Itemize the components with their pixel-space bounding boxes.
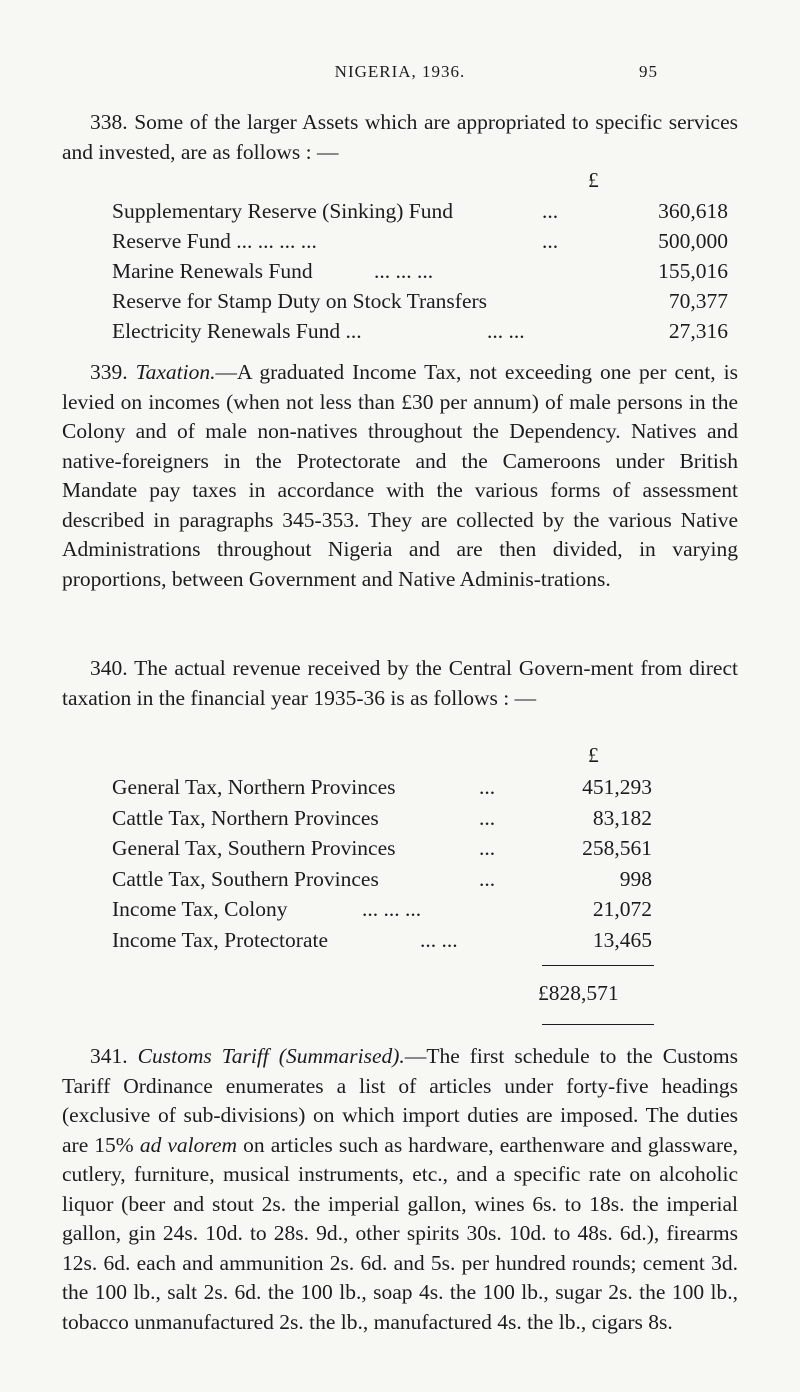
tax-currency-symbol: £ [588,743,599,767]
tax-label: Cattle Tax, Southern Provinces [112,866,379,891]
tax-value: 451,293 [582,775,652,799]
assets-currency-symbol: £ [588,168,599,192]
tax-value: 258,561 [582,836,652,860]
tax-total: £828,571 [538,981,619,1005]
leader-dots: ... [542,199,559,223]
assets-value: 500,000 [658,229,728,253]
paragraph-341-text-2: on articles such as hardware, earthenware and glassware, cutlery, furniture, musical instruments, etc., and a specific rate on alcoholic liquor (beer and stout 2s. the imperial gallon, wines 6s. to 18s. the imperial gallon, gin 24s. 10d. to 28s. 9d., other spirits 30s. 10d. to 48s. 6d.), firearms 12s. 6d. each and ammunition 2s. 6d. and 5s. per hundred rounds; cement 3d. the 100 lb., salt 2s. 6d. the 100 lb., soap 4s. the 100 lb., sugar 2s. the 100 lb., tobacco unmanufactured 2s. the lb., manufactured 4s. the lb., cigars 8s. [62,1132,739,1334]
tax-row [112,772,652,803]
paragraph-339-number: 339. [90,360,128,384]
assets-label: Reserve Fund ... ... ... ... [112,229,317,253]
paragraph-338 [62,108,738,167]
tax-value: 21,072 [592,897,652,921]
assets-row [112,316,728,346]
paragraph-339-heading: Taxation. [135,360,216,384]
assets-value: 360,618 [658,199,728,223]
tax-row [112,833,652,864]
subtotal-rule [542,965,654,966]
leader-dots: ... ... ... [374,259,434,283]
assets-table [112,196,728,346]
assets-label: Marine Renewals Fund [112,259,313,283]
tax-row [112,925,652,956]
paragraph-341-italic: ad valorem [139,1132,238,1157]
page-number: 95 [639,62,658,81]
assets-row [112,256,728,286]
assets-row [112,196,728,226]
leader-dots: ... ... ... [362,897,422,921]
tax-label: Income Tax, Colony [112,897,288,921]
leader-dots: ... [542,229,559,253]
tax-row [112,894,652,925]
tax-label: General Tax, Northern Provinces [112,775,396,799]
paragraph-339 [62,358,738,594]
paragraph-341-text: —The first schedule to the Customs Tariff Ordinance enumerates a list of articles under forty-five headings (exclusive of sub-divisions) on which import duties are imposed. The duties are 15% [62,1044,738,1157]
leader-dots: ... [479,775,496,799]
tax-label: General Tax, Southern Provinces [112,836,396,860]
assets-label: Reserve for Stamp Duty on Stock Transfers [112,289,488,313]
leader-dots: ... [479,805,496,830]
tax-value: 13,465 [592,927,652,952]
tax-row [112,803,652,834]
paragraph-340-text: 340. The actual revenue received by the Central Govern-ment from direct taxation in the financial year 1935-36 is as follows : — [62,656,738,710]
total-rule [542,1024,654,1025]
paragraph-341 [62,1042,738,1337]
paragraph-341-number: 341. [90,1044,128,1068]
assets-value: 70,377 [668,289,728,313]
leader-dots: ... [479,866,496,891]
tax-label: Cattle Tax, Northern Provinces [112,805,379,830]
header-title: NIGERIA, 1936. [334,62,466,81]
assets-label: Supplementary Reserve (Sinking) Fund [112,199,453,223]
paragraph-338-text: 338. Some of the larger Assets which are appropriated to specific services and invested, are as follows : — [62,110,738,164]
assets-label: Electricity Renewals Fund ... [112,319,362,343]
tax-value: 998 [619,866,652,891]
assets-row [112,286,728,316]
assets-row [112,226,728,256]
assets-value: 27,316 [668,319,728,343]
tax-label: Income Tax, Protectorate [112,927,328,952]
tax-row [112,864,652,895]
assets-value: 155,016 [658,259,728,283]
paragraph-340 [62,654,738,713]
paragraph-341-heading: Customs Tariff (Summarised). [137,1044,405,1068]
leader-dots: ... ... [487,319,525,343]
tax-value: 83,182 [592,805,652,830]
tax-revenue-table [112,772,652,955]
leader-dots: ... ... [420,927,458,952]
paragraph-339-text: —A graduated Income Tax, not exceeding one per cent, is levied on incomes (when not less than £30 per annum) of male persons in the Colony and of male non-natives throughout the Dependency. Natives and native-foreigners in the Protectorate and the Cameroons under British Mandate pay taxes in accordance with the various forms of assessment described in paragraphs 345-353. They are collected by the various Native Administrations throughout Nigeria and are then divided, in varying proportions, between Government and Native Adminis-trations. [62,360,739,591]
leader-dots: ... [479,836,496,860]
